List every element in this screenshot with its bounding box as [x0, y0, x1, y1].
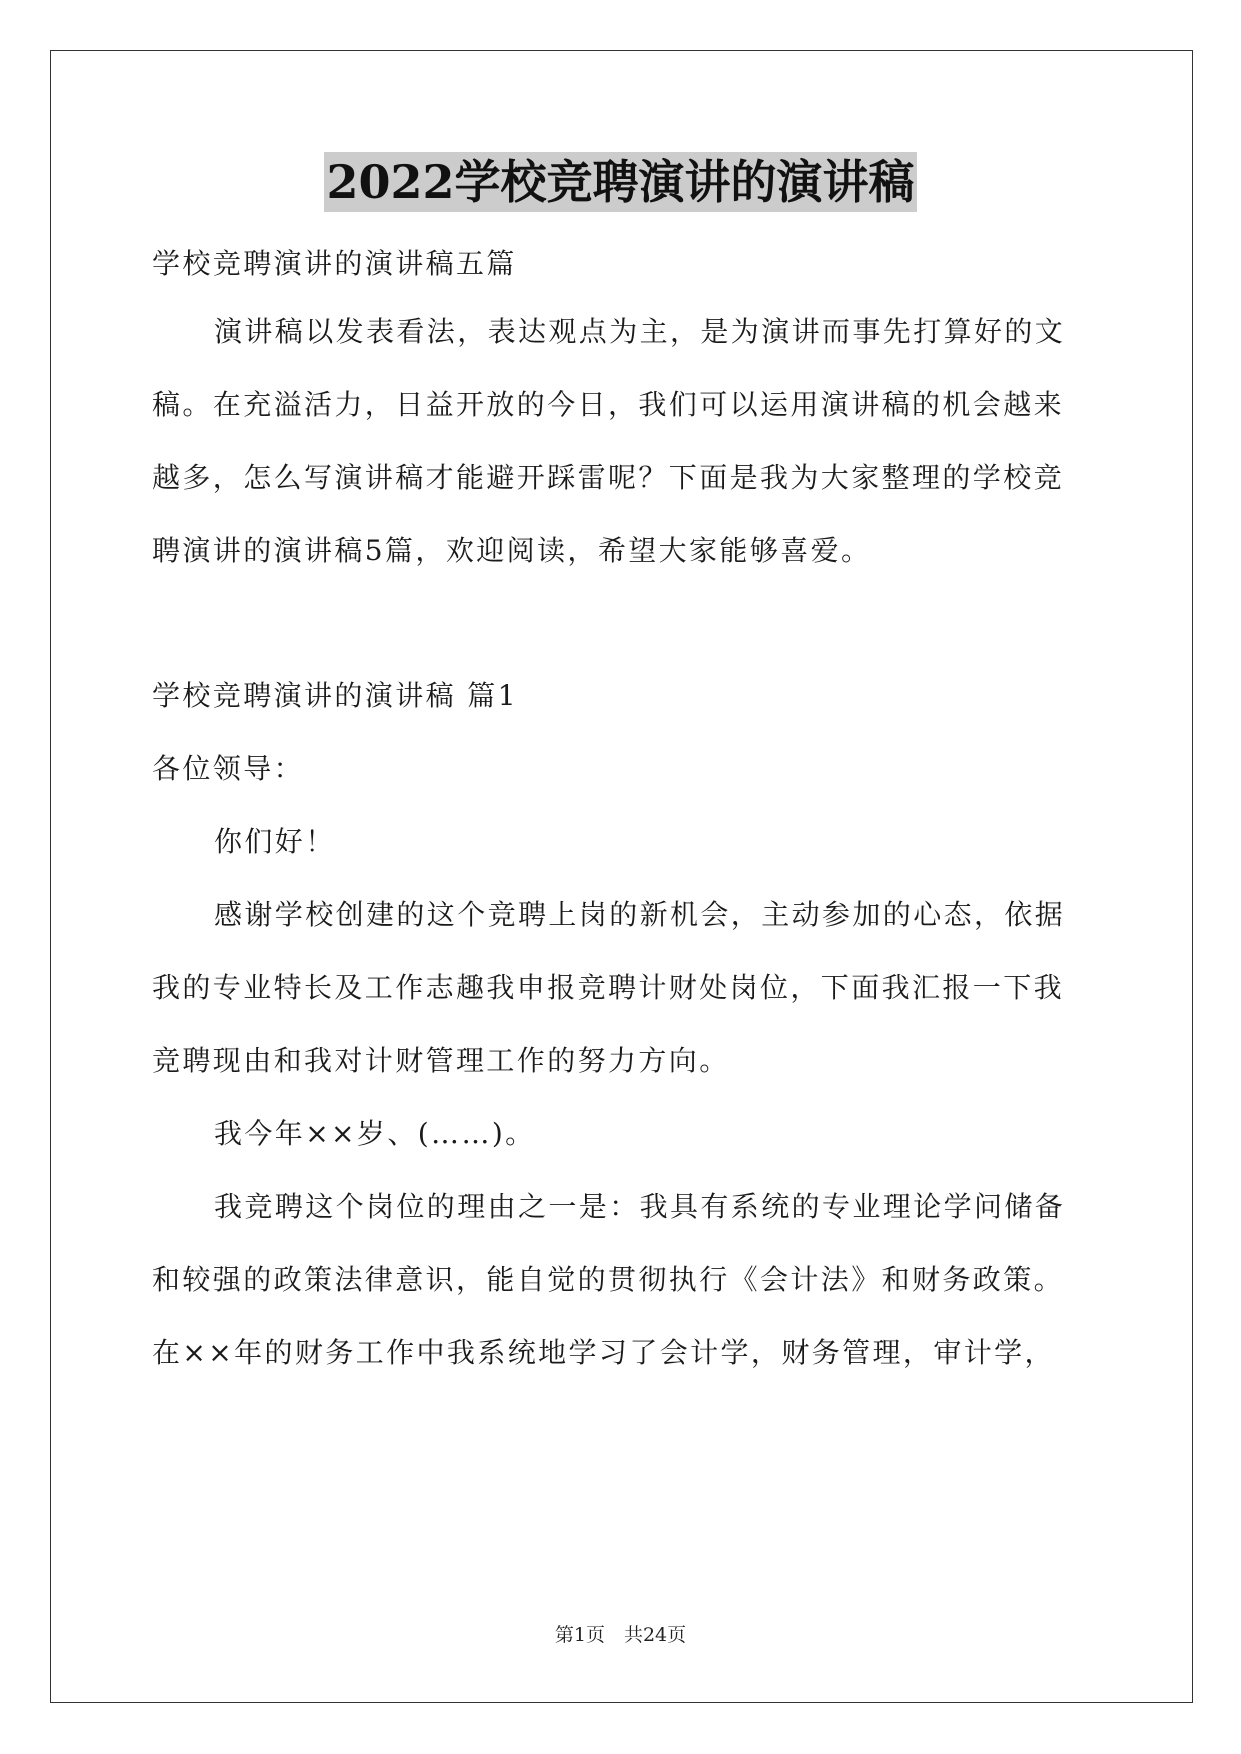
paragraph-line: 和较强的政策法律意识，能自觉的贯彻执行《会计法》和财务政策。 [152, 1263, 1065, 1296]
paragraph-line: 感谢学校创建的这个竞聘上岗的新机会，主动参加的心态，依据 [214, 898, 1066, 931]
paragraph-line: 我的专业特长及工作志趣我申报竞聘计财处岗位，下面我汇报一下我 [152, 971, 1065, 1004]
document-title: 2022学校竞聘演讲的演讲稿 [324, 152, 916, 212]
paragraph-line: 我竞聘这个岗位的理由之一是：我具有系统的专业理论学问储备 [214, 1190, 1066, 1223]
title-container [0, 152, 1241, 212]
salutation: 各位领导： [152, 752, 305, 785]
greeting: 你们好！ [214, 825, 336, 858]
paragraph-line: 聘演讲的演讲稿5篇，欢迎阅读，希望大家能够喜爱。 [152, 534, 872, 567]
page-number-footer: 第1页 共24页 [554, 1624, 687, 1646]
paragraph-line: 竞聘现由和我对计财管理工作的努力方向。 [152, 1044, 730, 1077]
paragraph-line: 我今年××岁、(……)。 [214, 1117, 536, 1150]
paragraph-line: 在××年的财务工作中我系统地学习了会计学，财务管理，审计学， [152, 1336, 1055, 1369]
document-subtitle: 学校竞聘演讲的演讲稿五篇 [152, 247, 517, 280]
paragraph-line: 越多，怎么写演讲稿才能避开踩雷呢？下面是我为大家整理的学校竞 [152, 461, 1065, 494]
paragraph-line: 演讲稿以发表看法，表达观点为主，是为演讲而事先打算好的文 [214, 315, 1066, 348]
paragraph-line: 稿。在充溢活力，日益开放的今日，我们可以运用演讲稿的机会越来 [152, 388, 1065, 421]
page-border [50, 50, 1193, 1703]
section-heading: 学校竞聘演讲的演讲稿 篇1 [152, 679, 518, 712]
